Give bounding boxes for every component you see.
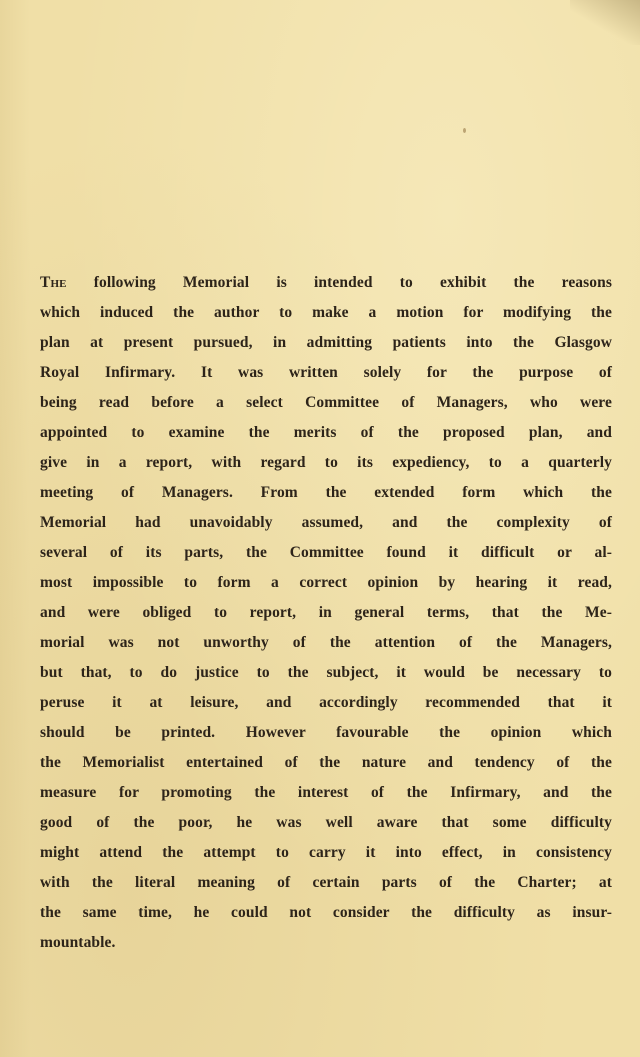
text-line-22: the same time, he could not consider the difficulty as insur- [40, 904, 612, 921]
text-line-20: might attend the attempt to carry it into effect, in consistency [40, 844, 612, 861]
text-line-5: being read before a select Committee of Managers, who were [40, 394, 612, 411]
text-line-18: measure for promoting the interest of the Infirmary, and the [40, 784, 612, 801]
opening-word: The [40, 274, 67, 291]
text-line-17: the Memorialist entertained of the nature and tendency of the [40, 754, 612, 771]
text-line-9: Memorial had unavoidably assumed, and the complexity of [40, 514, 612, 531]
text-line-1 [40, 268, 612, 298]
text-line-8: meeting of Managers. From the extended form which the [40, 484, 612, 501]
first-line-text: following Memorial is intended to exhibit the reasons [66, 274, 612, 291]
text-line-23: mountable. [40, 934, 116, 951]
text-line-4: Royal Infirmary. It was written solely for the purpose of [40, 364, 612, 381]
text-line-2: which induced the author to make a motion for modifying the [40, 304, 612, 321]
text-line-3: plan at present pursued, in admitting patients into the Glasgow [40, 334, 612, 351]
text-line-19: good of the poor, he was well aware that some difficulty [40, 814, 612, 831]
text-line-15: peruse it at leisure, and accordingly recommended that it [40, 694, 612, 711]
text-line-11: most impossible to form a correct opinion by hearing it read, [40, 574, 612, 591]
text-line-14: but that, to do justice to the subject, it would be necessary to [40, 664, 612, 681]
page-corner-shadow [570, 0, 640, 45]
text-line-21: with the literal meaning of certain parts of the Charter; at [40, 874, 612, 891]
text-line-10: several of its parts, the Committee found it difficult or al- [40, 544, 612, 561]
memorial-paragraph [40, 268, 612, 958]
text-line-7: give in a report, with regard to its expediency, to a quarterly [40, 454, 612, 471]
paper-spot [463, 128, 466, 133]
text-line-12: and were obliged to report, in general terms, that the Me- [40, 604, 612, 621]
text-line-6: appointed to examine the merits of the proposed plan, and [40, 424, 612, 441]
text-line-13: morial was not unworthy of the attention of the Managers, [40, 634, 612, 651]
text-line-16: should be printed. However favourable the opinion which [40, 724, 612, 741]
